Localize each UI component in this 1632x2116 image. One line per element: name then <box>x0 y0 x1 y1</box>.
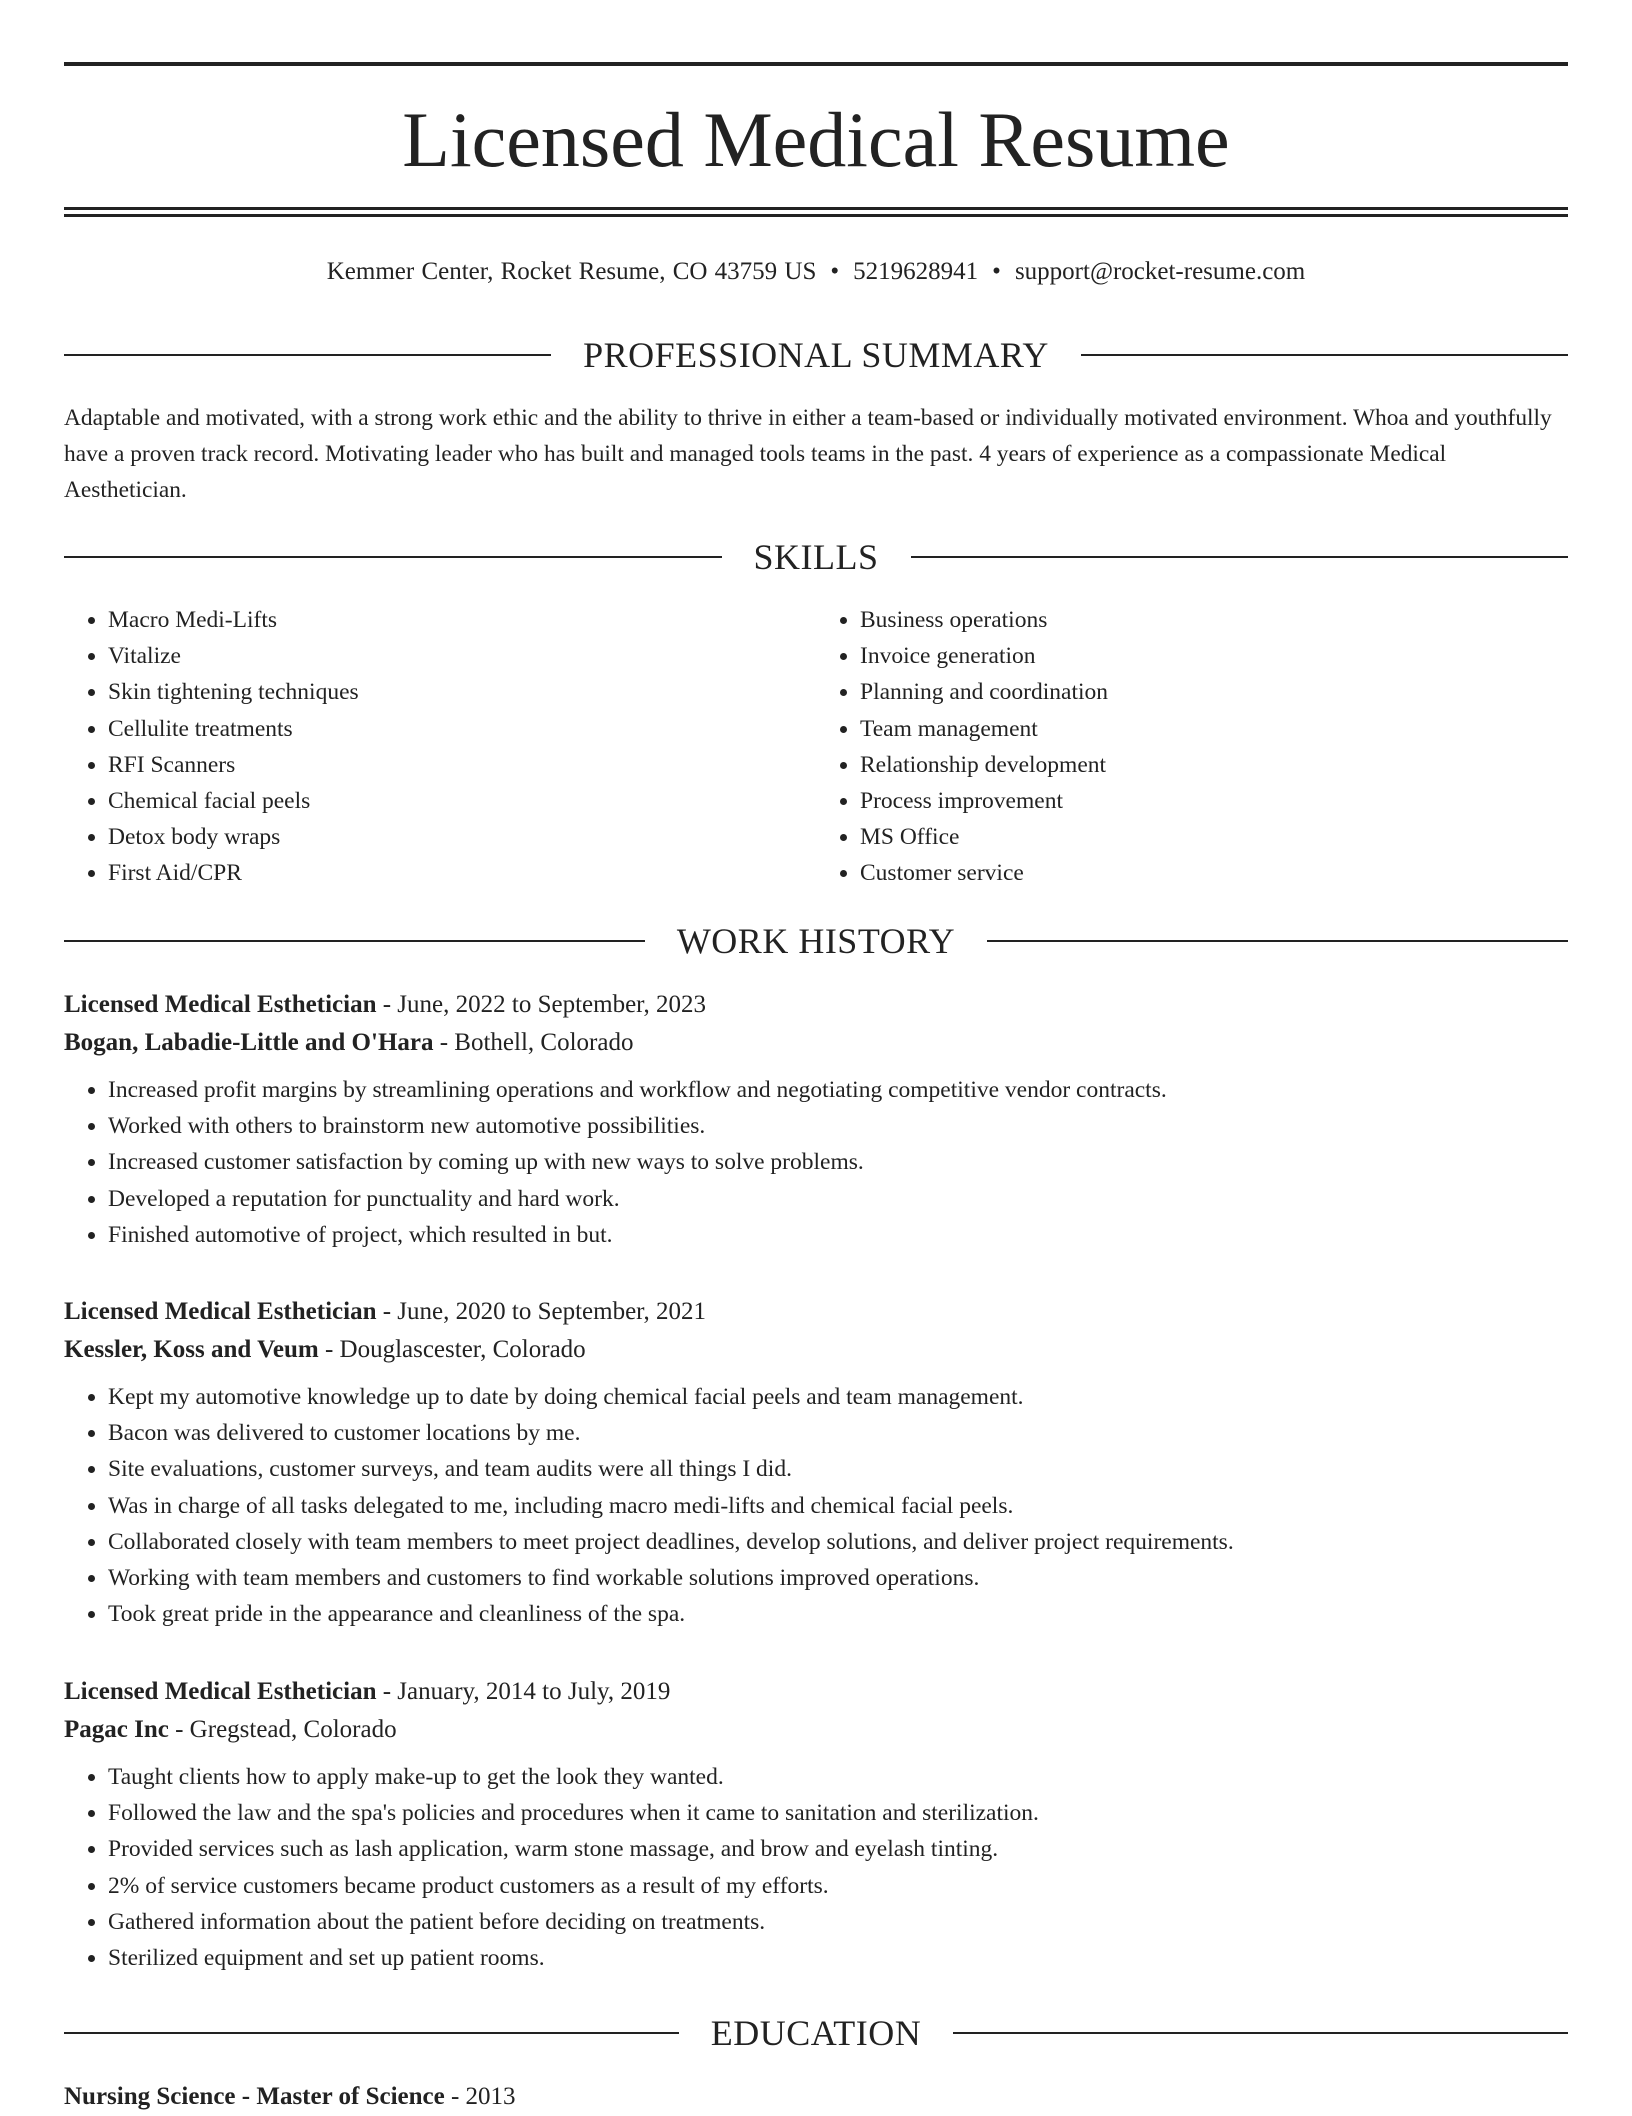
skill-item: • Detox body wraps <box>108 819 816 855</box>
skill-item: • Skin tightening techniques <box>108 674 816 710</box>
section-title: EDUCATION <box>710 2013 922 2053</box>
job-company-line <box>64 1024 1568 1062</box>
skill-item: • Customer service <box>860 855 1568 891</box>
job-bullet: • Worked with others to brainstorm new automotive possibilities. <box>108 1108 1568 1144</box>
job-bullet: • Collaborated closely with team members to meet project deadlines, develop solutions, and deliver project requirements. <box>108 1524 1568 1560</box>
job-location: - Douglascester, Colorado <box>318 1336 586 1363</box>
skill-item: • RFI Scanners <box>108 747 816 783</box>
job-bullet: • 2% of service customers became product customers as a result of my efforts. <box>108 1868 1568 1904</box>
heading-rule <box>64 940 645 942</box>
job-bullets <box>64 1759 1568 1976</box>
skill-item: • First Aid/CPR <box>108 855 816 891</box>
section-title: WORK HISTORY <box>676 921 956 961</box>
job-company-line <box>64 1711 1568 1749</box>
page-title: Licensed Medical Resume <box>402 96 1230 183</box>
contact-line <box>64 254 1568 290</box>
job-title: Licensed Medical Esthetician <box>64 1678 377 1705</box>
work-history-heading <box>64 919 1568 963</box>
job-bullet: • Increased customer satisfaction by coming up with new ways to solve problems. <box>108 1144 1568 1180</box>
heading-rule <box>64 2032 679 2034</box>
summary-heading <box>64 333 1568 377</box>
skill-item: • Planning and coordination <box>860 674 1568 710</box>
job-title-line <box>64 986 1568 1024</box>
job-bullet: • Finished automotive of project, which resulted in but. <box>108 1217 1568 1253</box>
education-entry <box>64 2078 1568 2116</box>
skill-item: • Vitalize <box>108 638 816 674</box>
skill-item: • Process improvement <box>860 783 1568 819</box>
job-bullet: • Followed the law and the spa's policies and procedures when it came to sanitation and sterilization. <box>108 1795 1568 1831</box>
job-bullet: • Developed a reputation for punctuality and hard work. <box>108 1181 1568 1217</box>
skill-item: • Macro Medi-Lifts <box>108 602 816 638</box>
skill-item: • Relationship development <box>860 747 1568 783</box>
heading-rule <box>1081 354 1568 356</box>
job-title: Licensed Medical Esthetician <box>64 991 377 1018</box>
section-title: PROFESSIONAL SUMMARY <box>583 335 1049 375</box>
job-company-line <box>64 1331 1568 1369</box>
summary-text: Adaptable and motivated, with a strong work ethic and the ability to thrive in either a team-based or individually motivated environment. Whoa and youthfully have a proven track record. Motivating leader who has built and managed tools teams in the past. 4 years of experience as a compassionate Medical Aesthetician. <box>64 405 1552 503</box>
skills-list <box>64 602 1568 892</box>
job-dates: - June, 2022 to September, 2023 <box>376 991 706 1018</box>
job-dates: - June, 2020 to September, 2021 <box>376 1298 706 1325</box>
job-bullet: • Provided services such as lash application, warm stone massage, and brow and eyelash tinting. <box>108 1831 1568 1867</box>
job-entry <box>64 1293 1568 1632</box>
job-title-line <box>64 1673 1568 1711</box>
heading-rule <box>953 2032 1568 2034</box>
job-title-line <box>64 1293 1568 1331</box>
education-degree: Nursing Science - Master of Science <box>64 2083 445 2110</box>
contact-address: Kemmer Center, Rocket Resume, CO 43759 US <box>326 258 817 285</box>
job-bullet: • Gathered information about the patient before deciding on treatments. <box>108 1904 1568 1940</box>
skill-item: • MS Office <box>860 819 1568 855</box>
job-title: Licensed Medical Esthetician <box>64 1298 377 1325</box>
heading-rule <box>64 354 551 356</box>
job-bullets <box>64 1072 1568 1253</box>
heading-rule <box>64 556 722 558</box>
contact-phone: 5219628941 <box>853 258 979 285</box>
job-dates: - January, 2014 to July, 2019 <box>376 1678 671 1705</box>
skill-item: • Team management <box>860 711 1568 747</box>
skills-column-right <box>816 602 1568 892</box>
contact-separator: • <box>992 258 1001 285</box>
education-heading <box>64 2011 1568 2055</box>
contact-email: support@rocket-resume.com <box>1014 258 1306 285</box>
skill-item: • Invoice generation <box>860 638 1568 674</box>
skills-heading <box>64 535 1568 579</box>
education-year: - 2013 <box>444 2083 516 2110</box>
job-bullet: • Site evaluations, customer surveys, and team audits were all things I did. <box>108 1451 1568 1487</box>
job-company: Kessler, Koss and Veum <box>64 1336 319 1363</box>
job-bullet: • Increased profit margins by streamlining operations and workflow and negotiating competitive vendor contracts. <box>108 1072 1568 1108</box>
skills-column-left <box>64 602 816 892</box>
job-bullet: • Took great pride in the appearance and cleanliness of the spa. <box>108 1596 1568 1632</box>
job-location: - Bothell, Colorado <box>433 1029 634 1056</box>
header-double-rule <box>64 207 1568 217</box>
skill-item: • Cellulite treatments <box>108 711 816 747</box>
job-entry <box>64 986 1568 1253</box>
job-bullet: • Taught clients how to apply make-up to get the look they wanted. <box>108 1759 1568 1795</box>
heading-rule <box>911 556 1569 558</box>
header-top-rule <box>64 62 1568 66</box>
job-location: - Gregstead, Colorado <box>168 1716 397 1743</box>
skill-item: • Chemical facial peels <box>108 783 816 819</box>
job-bullet: • Kept my automotive knowledge up to date by doing chemical facial peels and team management. <box>108 1379 1568 1415</box>
contact-separator: • <box>830 258 840 285</box>
job-bullet: • Working with team members and customers to find workable solutions improved operations. <box>108 1560 1568 1596</box>
job-company: Bogan, Labadie-Little and O'Hara <box>64 1029 434 1056</box>
job-bullets <box>64 1379 1568 1632</box>
job-bullet: • Bacon was delivered to customer locations by me. <box>108 1415 1568 1451</box>
skill-item: • Business operations <box>860 602 1568 638</box>
heading-rule <box>987 940 1568 942</box>
job-entry <box>64 1673 1568 1976</box>
section-title: SKILLS <box>753 537 879 577</box>
job-company: Pagac Inc <box>64 1716 169 1743</box>
job-bullet: • Sterilized equipment and set up patient rooms. <box>108 1940 1568 1976</box>
job-bullet: • Was in charge of all tasks delegated to me, including macro medi-lifts and chemical facial peels. <box>108 1488 1568 1524</box>
